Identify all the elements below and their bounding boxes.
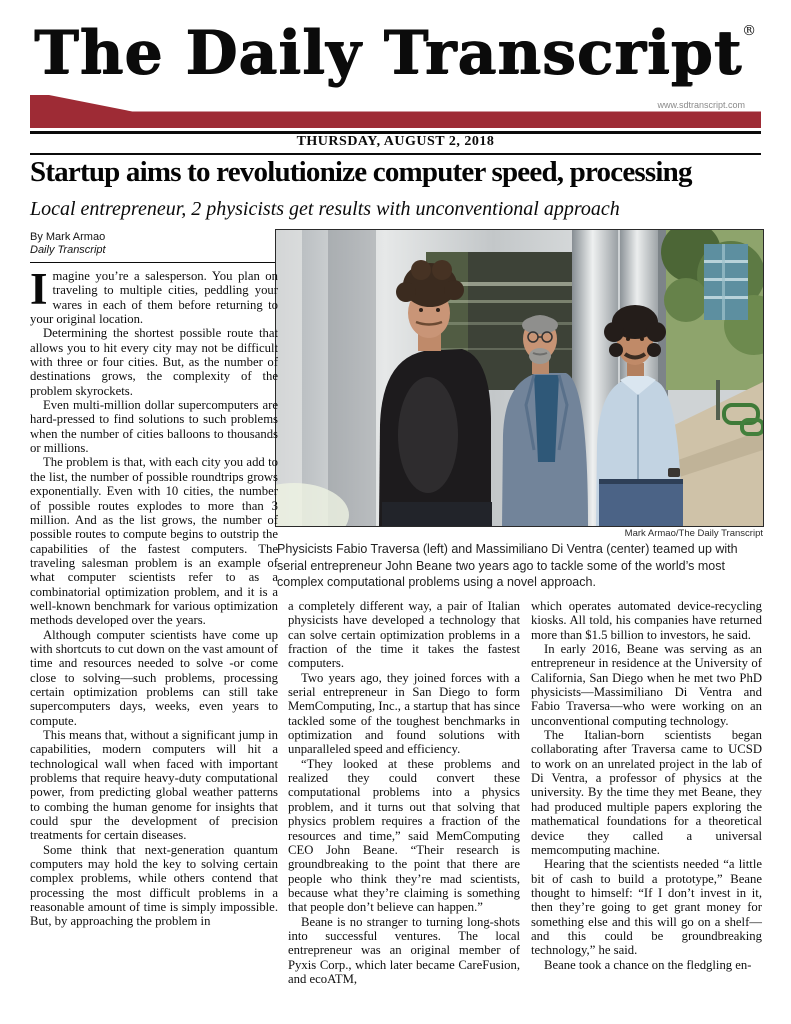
paragraph: Beane took a chance on the fledgling en- xyxy=(544,957,752,972)
paragraph: Hearing that the scientists needed “a little bit of cash to build a prototype,” Beane thought to himself: “If I don’t invest in it, then they’re going to get grant money for something else and this will go on a shelf—and this could be groundbreaking technology,” he said. xyxy=(531,857,762,958)
paragraph: a completely different way, a pair of Italian physicists have developed a technology that can solve certain optimization problems in a fraction of the time it takes the fastest computers. xyxy=(288,599,520,671)
byline-rule xyxy=(30,262,278,263)
paragraph-text: magine you’re a salesperson. You plan on traveling to multiple cities, peddling your wares in each of them before returning to your original location. xyxy=(30,269,278,327)
subhead: Local entrepreneur, 2 physicists get results with unconventional approach xyxy=(30,198,620,220)
article-column-1 xyxy=(30,264,278,929)
registered-trademark-symbol: ® xyxy=(742,23,758,39)
paragraph: The problem is that, with each city you add to the list, the number of possible roundtrips grows exponentially. Even with 10 cities, the number of possible routes explodes to more than 3 million. And as the list grows, the number of possible routes to compute begins to outstrip the capabilities of the fastest computers. The traveling salesman problem is an example of what computer scientists refer to as a combinatorial optimization problem, and it is a well-known benchmark for various optimization methods developed over the years. xyxy=(30,455,278,628)
paragraph: Two years ago, they joined forces with a serial entrepreneur in San Diego to form MemComputing, Inc., a startup that has since tackled some of the toughest benchmarks in optimization and found solutions with unparalleled speed and efficiency. xyxy=(288,670,520,757)
paragraph: The Italian-born scientists began collaborating after Traversa came to UCSD to work on an unrelated project in the lab of Di Ventra, a professor of physics at the university. By the time they met Beane, they had produced multiple papers exploring the mathematical foundations for a theoretical device they called a universal memcomputing machine. xyxy=(531,728,762,857)
paragraph: “They looked at these problems and realized they could convert these computational problems into a physics problem, and it turns out that solving that physics problem requires a fraction of the resources and time,” said MemComputing CEO John Beane. “Their research is groundbreaking to the point that there are people who think they’re mad scientists, because what they’re claiming is something that people don’t believe can happen.” xyxy=(288,756,520,915)
paragraph: In early 2016, Beane was serving as an entrepreneur in residence at the University of California, San Diego when he met two PhD physicists—Massimiliano Di Ventra and Fabio Traversa—who were working on an unconventional computing technology. xyxy=(531,642,762,728)
masthead-title-text: The Daily Transcript xyxy=(33,18,743,88)
paragraph: Even multi-million dollar supercomputers are hard-pressed to find solutions to such problems when the number of cities balloons to thousands or millions. xyxy=(30,398,278,456)
dateline: THURSDAY, AUGUST 2, 2018 xyxy=(296,134,495,149)
paragraph: Although computer scientists have come up with shortcuts to cut down on the vast amount of time and resources needed to solve -or come close to solving—such problems, processing certain optimization problems can still take supercomputers days, weeks, even years to compute. xyxy=(30,627,278,728)
paragraph: Beane is no stranger to turning long-shots into successful ventures. The local entrepreneur was an original member of Pyxis Corp., which later became CareFusion, and ecoATM, xyxy=(288,914,520,986)
byline-publication: Daily Transcript xyxy=(30,244,106,256)
masthead-website: www.sdtranscript.com xyxy=(657,100,745,110)
paragraph xyxy=(30,264,278,327)
headline: Startup aims to revolutionize computer speed, processing xyxy=(30,156,692,188)
paragraph: This means that, without a significant jump in capabilities, modern computers will hit a technological wall when faced with important problems that require heavy-duty computational power, from predicting global weather patterns to combing the human genome for insights that could spur the development of precision treatments for certain diseases. xyxy=(30,728,278,843)
photo-credit: Mark Armao/The Daily Transcript xyxy=(624,528,763,539)
masthead-title xyxy=(0,18,791,88)
masthead-red-banner xyxy=(30,95,761,128)
byline xyxy=(30,231,278,257)
photo-caption: Physicists Fabio Traversa (left) and Massimiliano Di Ventra (center) teamed up with serial entrepreneur John Beane two years ago to tackle some of the world’s most complex computational problems using a novel approach. xyxy=(277,542,738,589)
article-photo xyxy=(275,229,764,527)
article-column-3 xyxy=(531,599,762,972)
drop-cap: I xyxy=(30,264,48,314)
paragraph: Determining the shortest possible route that allows you to hit every city may not be difficult with three or four cities. But, as the number of destinations grows, the complexity of the problem skyrockets. xyxy=(30,326,278,398)
paragraph: which operates automated device-recycling kiosks. All told, his companies have returned more than $1.5 billion to investors, he said. xyxy=(531,599,762,642)
paragraph: Some think that next-generation quantum computers may hold the key to solving certain complex problems, while others contend that processing the most difficult problems in a reasonable amount of time is simply impossible. But, by approaching the problem in xyxy=(30,842,278,929)
rule-below-date xyxy=(30,153,761,155)
photo-illustration xyxy=(276,230,763,526)
byline-author: By Mark Armao xyxy=(30,231,106,243)
article-column-2 xyxy=(288,599,520,986)
